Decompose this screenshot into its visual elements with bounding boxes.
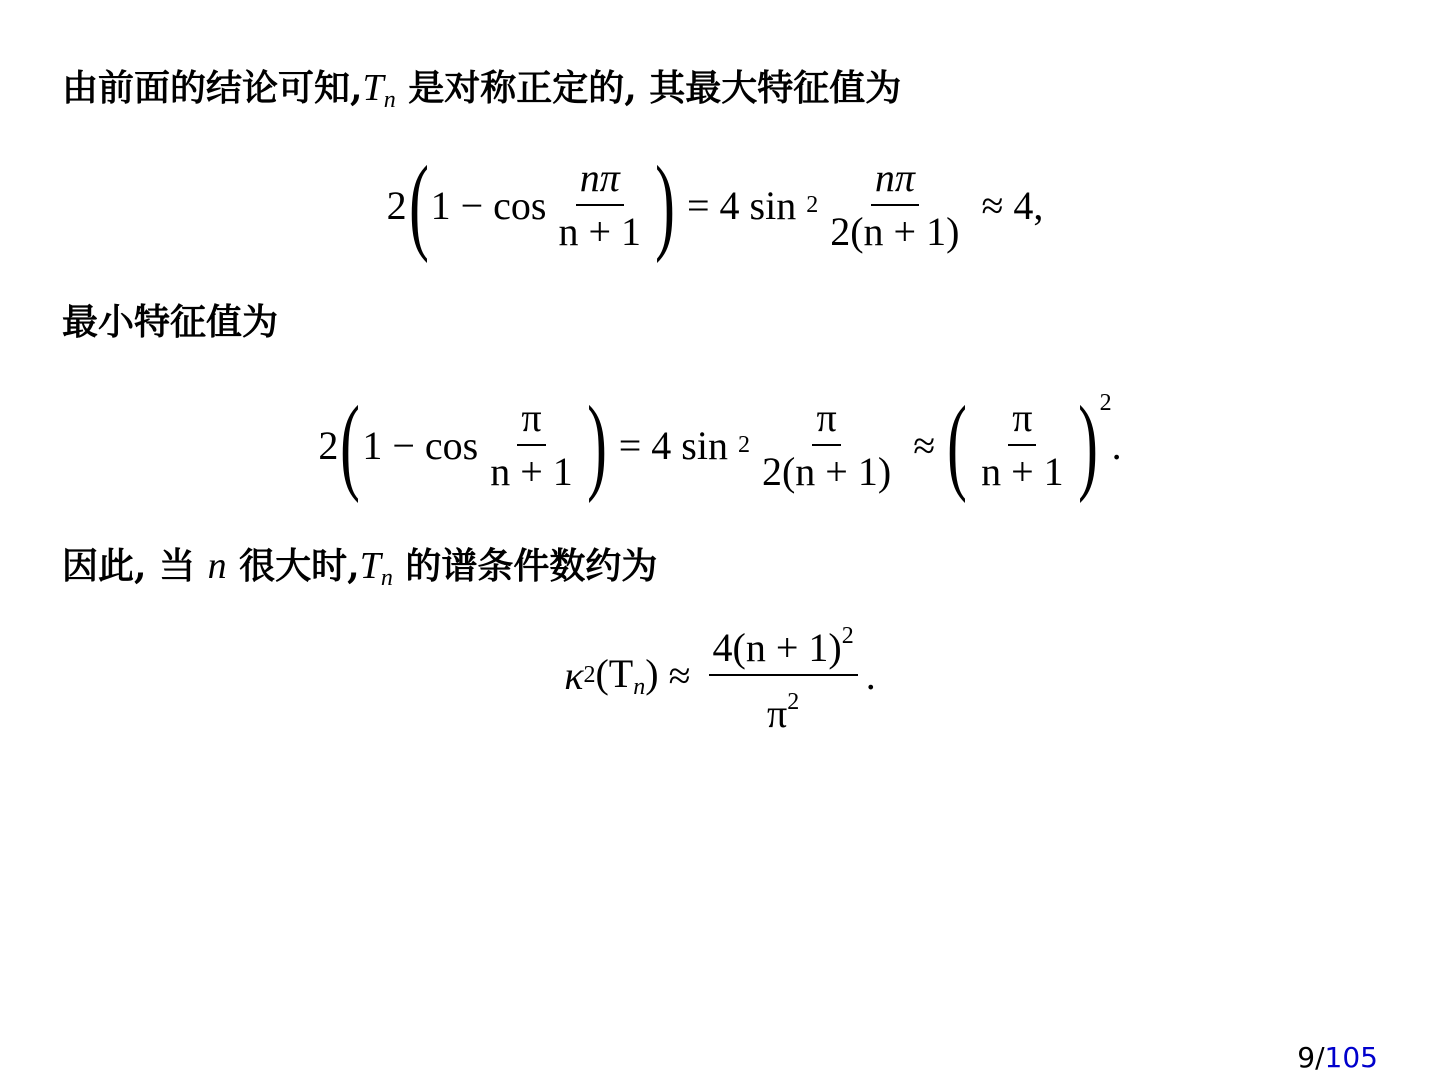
- eq2-fraction-2-numerator: π: [812, 396, 840, 446]
- eq1-fraction-2-denominator: 2(n + 1): [830, 209, 960, 254]
- eq3-numerator-text: 4(n + 1): [712, 625, 842, 670]
- matrix-subscript-2: n: [380, 565, 393, 591]
- eq1-fraction-1-numerator: nπ: [576, 156, 624, 206]
- eq2-outer-square: 2: [1099, 390, 1112, 416]
- eq2-fraction-2-denominator: 2(n + 1): [761, 449, 892, 494]
- eq2-one-minus-cos: 1 − cos: [362, 422, 479, 468]
- eq3-numerator: [709, 614, 858, 676]
- equation-max-eigenvalue: [0, 145, 1440, 264]
- eq2-fraction-1-denominator: n + 1: [490, 449, 573, 494]
- eq1-fraction-2-numerator: nπ: [871, 156, 919, 206]
- eq2-fraction-1-numerator: π: [517, 396, 545, 446]
- cond-text-post: 的谱条件数约为: [392, 545, 658, 587]
- eq2-fraction-3: [977, 396, 1068, 494]
- eq2-outer-right-paren: ): [1077, 385, 1098, 504]
- paragraph-intro: [62, 66, 901, 122]
- eq3-denominator-text: π: [767, 691, 788, 736]
- eq2-tail: .: [1111, 422, 1122, 468]
- equation-condition-number: [0, 623, 1440, 736]
- eq2-equals-sin: = 4 sin: [618, 422, 728, 468]
- eq1-left-paren: (: [408, 145, 429, 264]
- eq2-right-paren: ): [586, 385, 607, 504]
- n-symbol: n: [207, 545, 227, 587]
- matrix-symbol: T: [362, 67, 384, 109]
- intro-text-pre: 由前面的结论可知,: [62, 67, 363, 109]
- eq2-fraction-1: [486, 396, 577, 494]
- eq3-arg-open: (T: [595, 650, 634, 696]
- eq2-fraction-2: [758, 396, 895, 494]
- paragraph-condition-number: [62, 544, 657, 600]
- equation-min-eigenvalue: [0, 385, 1440, 504]
- matrix-subscript: n: [383, 87, 396, 113]
- page-total-link[interactable]: 105: [1324, 1041, 1378, 1074]
- eq1-fraction-1: [554, 156, 645, 254]
- eq2-sin-square: 2: [737, 431, 750, 458]
- eq1-coefficient: 2: [386, 182, 407, 228]
- eq3-denominator-square: 2: [787, 689, 800, 715]
- eq3-denominator: [763, 676, 803, 736]
- paragraph-min-eigenvalue: 最小特征值为: [62, 301, 279, 343]
- page-number: [1297, 1040, 1378, 1076]
- eq1-one-minus-cos: 1 − cos: [430, 182, 547, 228]
- eq2-approx: ≈: [913, 422, 936, 468]
- eq3-arg-subscript: n: [633, 673, 646, 700]
- eq2-fraction-3-denominator: n + 1: [981, 449, 1064, 494]
- cond-text-pre: 因此, 当: [62, 545, 208, 587]
- eq3-arg-close: ): [645, 650, 659, 696]
- eq1-right-paren: ): [655, 145, 675, 264]
- eq2-fraction-3-numerator: π: [1008, 396, 1036, 446]
- eq2-outer-left-paren: (: [947, 385, 968, 504]
- cond-text-mid: 很大时,: [226, 545, 360, 587]
- eq2-coefficient: 2: [318, 422, 339, 468]
- intro-text-post: 是对称正定的, 其最大特征值为: [395, 67, 902, 109]
- eq2-left-paren: (: [340, 385, 361, 504]
- eq1-equals-sin: = 4 sin: [686, 182, 797, 228]
- eq3-approx: ≈: [668, 652, 691, 698]
- eq1-fraction-1-denominator: n + 1: [558, 209, 642, 254]
- eq3-argument: [595, 650, 658, 701]
- eq1-fraction-2: [826, 156, 963, 254]
- page-current: 9/: [1297, 1041, 1325, 1074]
- eq1-sin-square: 2: [806, 191, 819, 218]
- eq3-fraction: [709, 614, 858, 736]
- eq3-numerator-square: 2: [841, 623, 854, 649]
- eq3-kappa: κ: [564, 652, 584, 698]
- eq3-kappa-subscript: 2: [583, 661, 596, 688]
- eq3-tail: .: [865, 652, 876, 698]
- eq1-tail: ≈ 4,: [981, 182, 1044, 228]
- matrix-symbol-2: T: [359, 545, 381, 587]
